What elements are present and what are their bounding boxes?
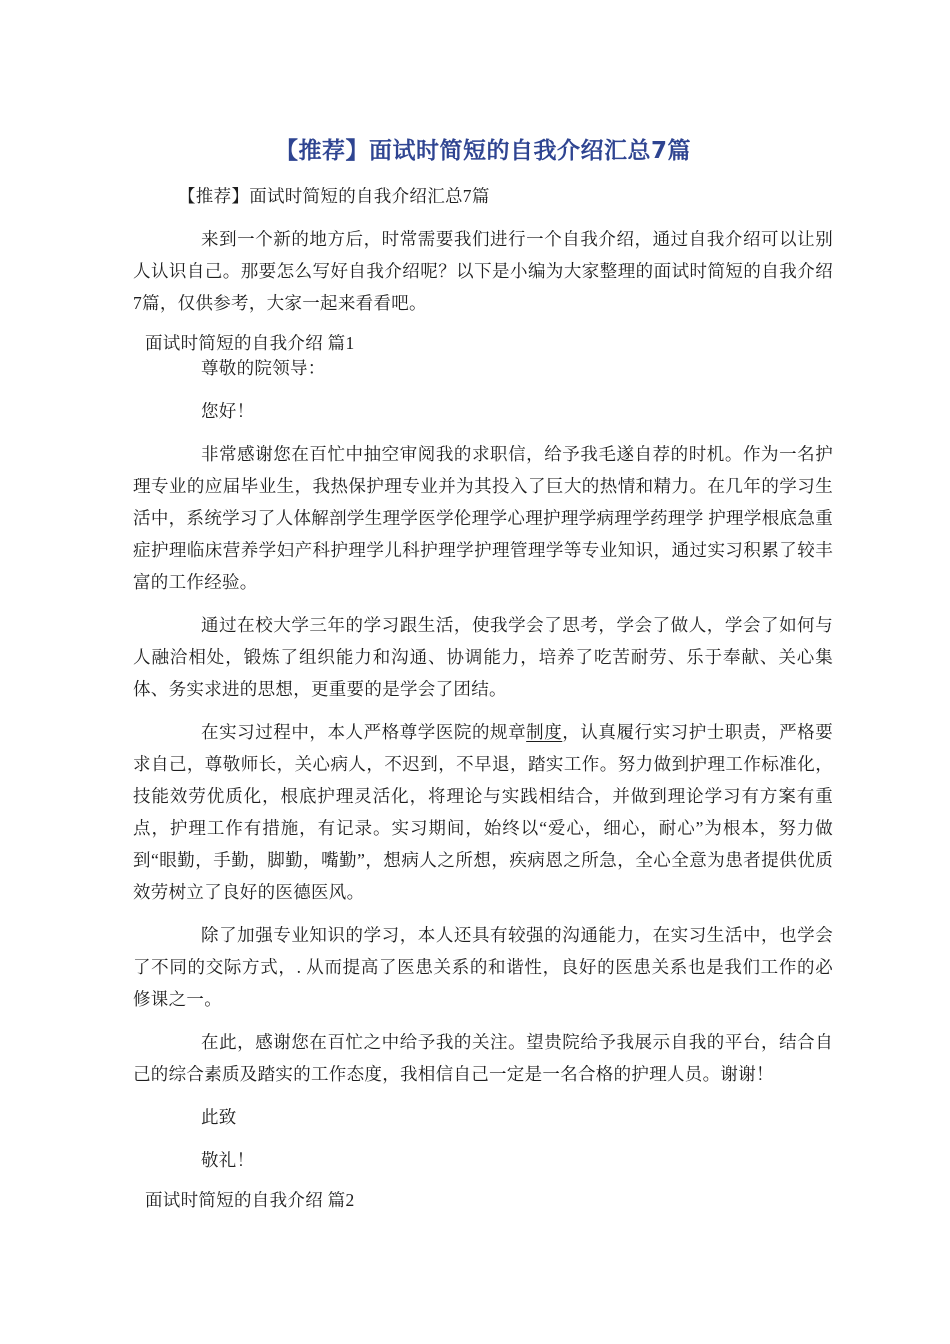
section-2-header: 面试时简短的自我介绍 篇2 (145, 1190, 355, 1210)
underlined-term: 制度 (526, 722, 563, 742)
salutation-line: 尊敬的院领导： (201, 358, 326, 378)
document-content (133, 134, 833, 1209)
paragraph-3-pre-text: 在实习过程中，本人严格尊学医院的规章 (201, 722, 527, 742)
section-1-header: 面试时简短的自我介绍 篇1 (145, 333, 355, 353)
intro-paragraph: 来到一个新的地方后，时常需要我们进行一个自我介绍，通过自我介绍可以让别人认识自己。那要怎么写好自我介绍呢？以下是小编为大家整理的面试时简短的自我介绍7篇，仅供参考，大家一起来看看吧。 (133, 229, 833, 313)
body-paragraph-2: 通过在校大学三年的学习跟生活，使我学会了思考，学会了做人，学会了如何与人融洽相处，锻炼了组织能力和沟通、协调能力，培养了吃苦耐劳、乐于奉献、关心集体、务实求进的思想，更重要的是学会了团结。 (133, 615, 833, 699)
greeting-line: 您好！ (201, 401, 255, 421)
paragraph-3-post-text: ，认真履行实习护士职责，严格要求自己，尊敬师长，关心病人，不迟到，不早退，踏实工作。努力做到护理工作标准化，技能效劳优质化，根底护理灵活化，将理论与实践相结合，并做到理论学习有方案有重点，护理工作有措施，有记录。实习期间，始终以“爱心，细心，耐心”为根本，努力做到“眼勤，手勤，脚勤，嘴勤”，想病人之所想，疾病恩之所急，全心全意为患者提供优质效劳树立了良好的医德医风。 (133, 722, 833, 902)
page-title: 【推荐】面试时简短的自我介绍汇总7篇 (274, 138, 691, 164)
body-paragraph-3 (133, 716, 833, 908)
closing-line: 此致 (201, 1107, 237, 1127)
body-paragraph-4: 除了加强专业知识的学习，本人还具有较强的沟通能力，在实习生活中，也学会了不同的交际方式，. 从而提高了医患关系的和谐性，良好的医患关系也是我们工作的必修课之一。 (133, 925, 833, 1009)
body-paragraph-5: 在此，感谢您在百忙之中给予我的关注。望贵院给予我展示自我的平台，结合自己的综合素质及踏实的工作态度，我相信自己一定是一名合格的护理人员。谢谢！ (133, 1032, 833, 1084)
document-subtitle: 【推荐】面试时简短的自我介绍汇总7篇 (178, 186, 490, 206)
salute-line: 敬礼！ (201, 1150, 255, 1170)
body-paragraph-1: 非常感谢您在百忙中抽空审阅我的求职信，给予我毛遂自荐的时机。作为一名护理专业的应届毕业生，我热保护理专业并为其投入了巨大的热情和精力。在几年的学习生活中，系统学习了人体解剖学生理学医学伦理学心理护理学病理学药理学 护理学根底急重症护理临床营养学妇产科护理学儿科护理学护理管理学等专业知识，通过实习积累了较丰富的工作经验。 (133, 444, 833, 592)
